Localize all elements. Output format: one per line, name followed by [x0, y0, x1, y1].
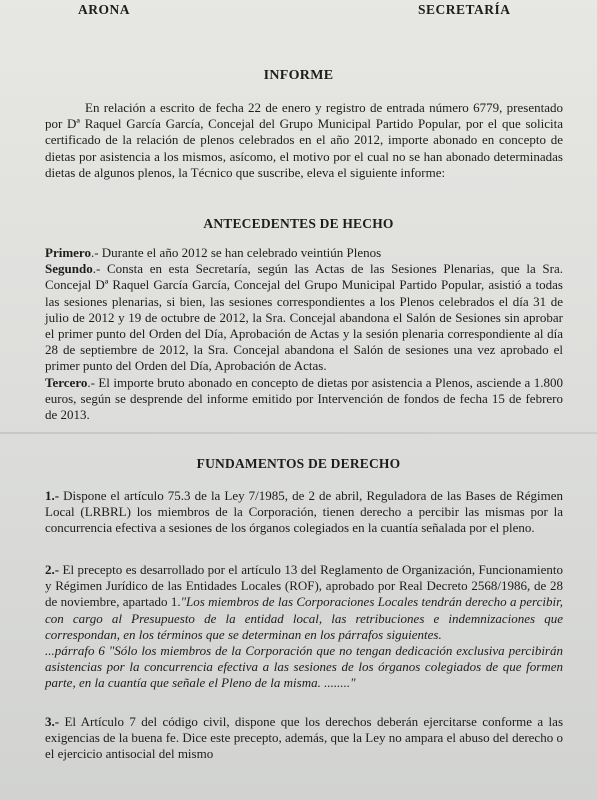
- tercero-paragraph: [45, 375, 563, 424]
- fundamento-1-text: Dispone el artículo 75.3 de la Ley 7/1985, de 2 de abril, Reguladora de las Bases de Régimen Local (LRBRL) los miembros de la Corporación, tienen derecho a percibir las mismas por la concurrencia efectiva a sesiones de los órganos colegiados en la cuantía señalada por el pleno.: [45, 488, 563, 536]
- fundamento-1-label: 1.-: [45, 488, 60, 503]
- header-department: SECRETARÍA: [418, 2, 511, 17]
- fundamentos-heading: FUNDAMENTOS DE DERECHO: [196, 456, 401, 471]
- fundamento-2-paragraph: [45, 562, 563, 643]
- segundo-text: .- Consta en esta Secretaría, según las Actas de las Sesiones Plenarias, que la Sra. Concejal Dª Raquel García García, Concejal del Grupo Municipal Partido Popular, asistió a todas las sesiones plenarias, si bien, las sesiones correspondientes a los Plenos celebrados el día 31 de julio de 2012 y 19 de octubre de 2012, la Sra. Concejal abandona el Salón de Sesiones sin aprobar el primer punto del Orden del Día, Aprobación de Actas y la sesión plenaria correspondiente al día 28 de septiembre de 2012, la Sra. Concejal abandona el Salón de sesiones una vez aprobado el primer punto del Orden del Día, Aprobación de Actas.: [45, 261, 563, 374]
- intro-paragraph: En relación a escrito de fecha 22 de enero y registro de entrada número 6779, presentado por Dª Raquel García García, Concejal del Grupo Municipal Partido Popular, por el que solicita certificado de la relación de plenos celebrados en el año 2012, importe abonado en concepto de dietas por asistencia a los mismos, asícomo, el motivo por el cual no se han abonado determinadas dietas de algunos plenos, la Técnico que suscribe, eleva el siguiente informe:: [45, 100, 563, 180]
- document-title: INFORME: [263, 68, 334, 83]
- segundo-paragraph: [45, 261, 563, 374]
- tercero-text: .- El importe bruto abonado en concepto de dietas por asistencia a Plenos, asciende a 1.800 euros, según se desprende del informe emitido por Intervención de fondos de fecha 15 de febrero de 2013.: [45, 374, 563, 423]
- fundamento-3-label: 3.-: [45, 714, 60, 729]
- paper-fold-line: [0, 432, 597, 434]
- fundamento-3-text: El Artículo 7 del código civil, dispone que los derechos deberán ejercitarse conforme a las exigencias de la buena fe. Dice este precepto, además, que la Ley no ampara el abuso del derecho o el ejercicio antisocial del mismo: [45, 714, 563, 762]
- fundamento-2-quote-paragraph6: ...párrafo 6 "Sólo los miembros de la Corporación que no tengan dedicación exclusiva percibirán asistencias por la concurrencia efectiva a las sesiones de los órganos colegiados de que formen parte, en la cuantía que señale el Pleno de la misma. ........": [45, 643, 563, 691]
- primero-paragraph: [45, 245, 563, 261]
- fundamento-2-label: 2.-: [45, 562, 60, 577]
- tercero-label: Tercero: [45, 374, 88, 390]
- fundamento-2-text: El precepto es desarrollado por el artículo 13 del Reglamento de Organización, Funcionamiento y Régimen Jurídico de las Entidades Locales (ROF), aprobado por Real Decreto 2568/1986, de 28 de noviembre, apartado 1.: [45, 562, 563, 610]
- primero-text: .- Durante el año 2012 se han celebrado veintiún Plenos: [90, 245, 382, 260]
- antecedentes-body: [45, 245, 563, 423]
- antecedentes-heading: ANTECEDENTES DE HECHO: [203, 216, 394, 231]
- segundo-label: Segundo: [45, 261, 93, 277]
- fundamento-2: [45, 562, 563, 692]
- fundamento-3: [45, 714, 563, 763]
- fundamento-2-quote: "Los miembros de las Corporaciones Locales tendrán derecho a percibir, con cargo al Presupuesto de la entidad local, las retribuciones e indemnizaciones que correspondan, en los términos que se determinan en los párrafos siguientes.: [45, 594, 563, 642]
- fundamento-1: [45, 488, 563, 537]
- header-municipality: ARONA: [78, 2, 130, 17]
- primero-label: Primero: [45, 245, 91, 260]
